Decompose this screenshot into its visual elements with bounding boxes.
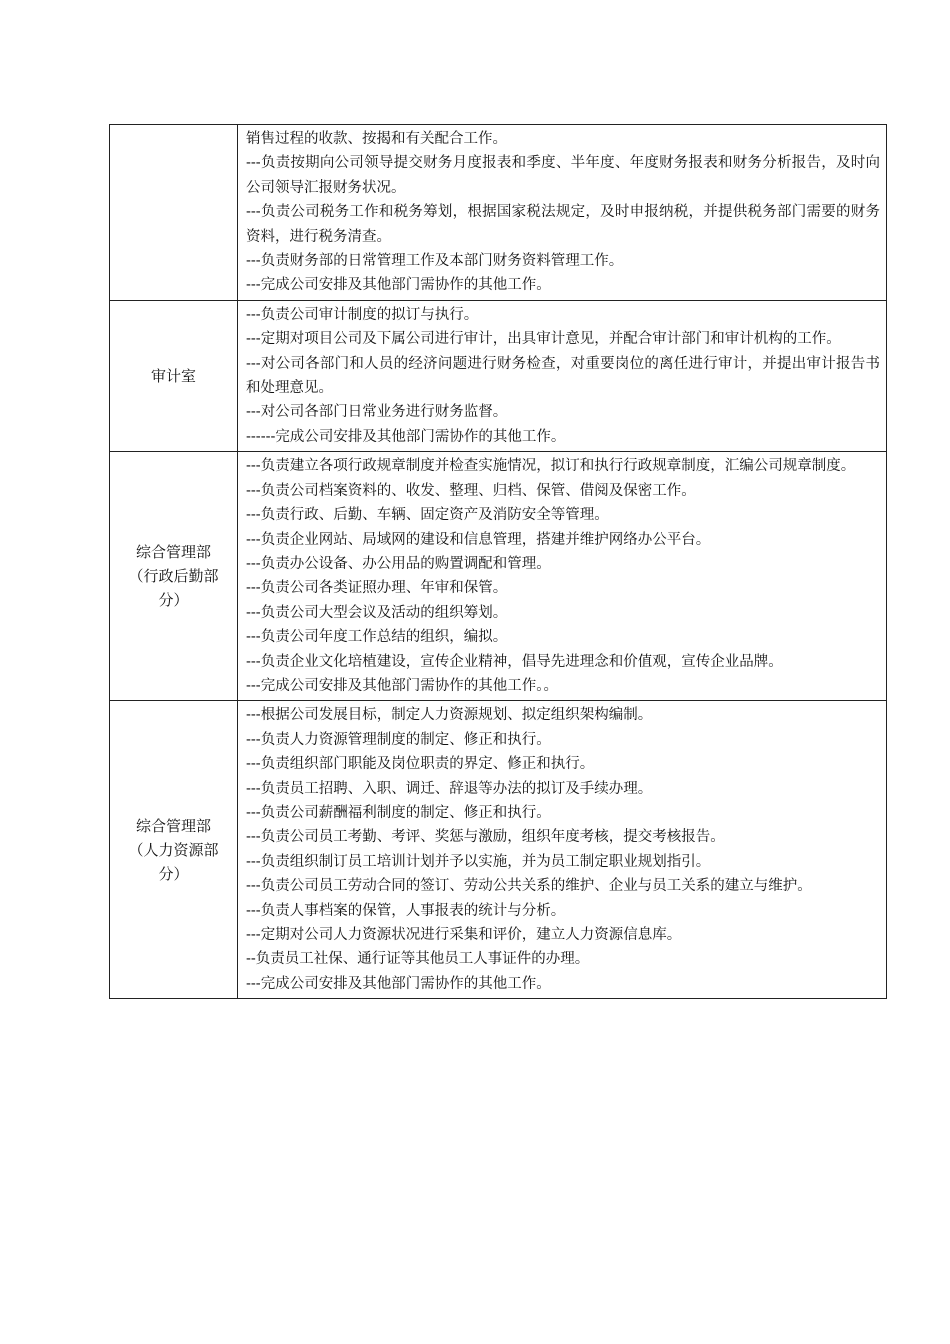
duty-item: ---负责按期向公司领导提交财务月度报表和季度、半年度、年度财务报表和财务分析报告，及时向公司领导汇报财务状况。 (246, 155, 880, 196)
duty-item: ---对公司各部门日常业务进行财务监督。 (246, 404, 508, 421)
duty-item: ---定期对项目公司及下属公司进行审计，出具审计意见，并配合审计部门和审计机构的工作。 (246, 331, 841, 348)
duty-item: ---负责企业文化培植建设，宣传企业精神，倡导先进理念和价值观，宣传企业品牌。 (246, 653, 783, 670)
table-row (110, 300, 887, 451)
duties-cell (238, 125, 887, 301)
duty-item: ---负责公司年度工作总结的组织，编拟。 (246, 629, 508, 646)
duty-item: ---负责公司审计制度的拟订与执行。 (246, 306, 479, 323)
duty-item: ---负责公司档案资料的、收发、整理、归档、保管、借阅及保密工作。 (246, 482, 696, 499)
duty-item: ------完成公司安排及其他部门需协作的其他工作。 (246, 428, 566, 445)
duty-item: --负责员工社保、通行证等其他员工人事证件的办理。 (246, 951, 590, 968)
duty-item: ---完成公司安排及其他部门需协作的其他工作。 (246, 277, 551, 294)
department-cell (110, 300, 238, 451)
duties-cell (238, 452, 887, 701)
duty-item: ---负责公司各类证照办理、年审和保管。 (246, 580, 508, 597)
department-name-line: 综合管理部 (135, 543, 211, 562)
duty-item: ---负责组织部门职能及岗位职责的界定、修正和执行。 (246, 756, 595, 773)
department-name-line: （行政后勤部 (128, 567, 219, 586)
department-name-line: 分） (158, 864, 189, 883)
duty-item: ---负责企业网站、局域网的建设和信息管理，搭建并维护网络办公平台。 (246, 531, 711, 548)
duty-item: ---负责公司员工劳动合同的签订、劳动公共关系的维护、企业与员工关系的建立与维护。 (246, 878, 812, 895)
duties-cell (238, 701, 887, 999)
duty-item: ---完成公司安排及其他部门需协作的其他工作。。 (246, 677, 558, 694)
duty-item: ---负责财务部的日常管理工作及本部门财务资料管理工作。 (246, 253, 624, 270)
duty-item: ---负责公司员工考勤、考评、奖惩与激励，组织年度考核，提交考核报告。 (246, 829, 725, 846)
duty-item: ---对公司各部门和人员的经济问题进行财务检查，对重要岗位的离任进行审计，并提出审计报告书和处理意见。 (246, 355, 880, 397)
duty-item: ---负责公司税务工作和税务筹划，根据国家税法规定，及时申报纳税，并提供税务部门需要的财务资料，进行税务清查。 (246, 204, 880, 245)
duty-item: ---根据公司发展目标，制定人力资源规划、拟定组织架构编制。 (246, 707, 653, 724)
department-cell (110, 452, 238, 701)
duty-item: ---负责办公设备、办公用品的购置调配和管理。 (246, 555, 551, 572)
table-row (110, 125, 887, 301)
duty-item: ---负责人事档案的保管，人事报表的统计与分析。 (246, 902, 566, 919)
department-name-line: （人力资源部 (128, 840, 219, 859)
duty-item: ---负责行政、后勤、车辆、固定资产及消防安全等管理。 (246, 507, 609, 524)
duties-table (109, 124, 887, 999)
department-name-line: 审计室 (150, 367, 196, 386)
duty-item: ---负责组织制订员工培训计划并予以实施，并为员工制定职业规划指引。 (246, 853, 711, 870)
duty-item: ---负责员工招聘、入职、调迁、辞退等办法的拟订及手续办理。 (246, 780, 653, 797)
department-name-line: 分） (158, 591, 189, 610)
duty-item: ---完成公司安排及其他部门需协作的其他工作。 (246, 975, 551, 992)
duties-cell (238, 300, 887, 451)
duties-table-body (110, 125, 887, 999)
department-name-line: 综合管理部 (135, 816, 211, 835)
table-row (110, 701, 887, 999)
duty-item: ---定期对公司人力资源状况进行采集和评价，建立人力资源信息库。 (246, 927, 682, 943)
duty-item: ---负责建立各项行政规章制度并检查实施情况，拟订和执行行政规章制度，汇编公司规章制度。 (246, 458, 856, 475)
duty-item: ---负责人力资源管理制度的制定、修正和执行。 (246, 731, 551, 748)
table-row (110, 452, 887, 701)
department-cell (110, 125, 238, 301)
duty-item: 销售过程的收款、按揭和有关配合工作。 (246, 131, 507, 147)
department-cell (110, 701, 238, 999)
duty-item: ---负责公司薪酬福利制度的制定、修正和执行。 (246, 804, 551, 821)
duty-item: ---负责公司大型会议及活动的组织筹划。 (246, 604, 508, 621)
